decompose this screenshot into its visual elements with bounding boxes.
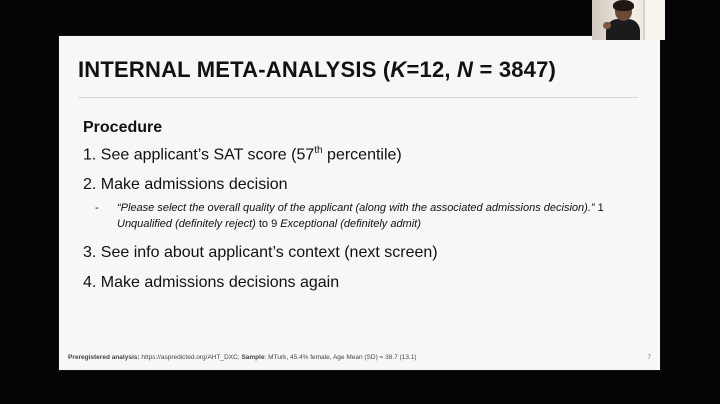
step-2-detail <box>95 200 637 232</box>
detail-scale-low-label: Unqualified (definitely reject) <box>117 218 256 231</box>
title-prefix: INTERNAL META-ANALYSIS ( <box>78 57 391 82</box>
step-1-post: percentile) <box>322 146 402 164</box>
step-1-pre: 1. See applicant’s SAT score (57 <box>83 146 315 164</box>
detail-scale-high-label: Exceptional (definitely admit) <box>280 218 421 231</box>
presenter-webcam-thumbnail[interactable] <box>592 0 665 40</box>
step-1-superscript: th <box>314 145 323 156</box>
presenter-hand <box>603 22 611 29</box>
detail-scale-low-num: 1 <box>594 202 604 215</box>
slide-footer <box>68 354 417 361</box>
title-divider <box>78 97 638 98</box>
detail-quote: “Please select the overall quality of the applicant (along with the associated admissions decision).” <box>117 202 595 215</box>
presenter-hair <box>613 0 634 11</box>
procedure-step-2: 2. Make admissions decision <box>83 176 288 194</box>
procedure-step-1 <box>83 145 651 164</box>
slide-page-number: 7 <box>647 354 651 361</box>
slide-body <box>83 119 651 304</box>
title-k-value: =12, <box>406 57 458 82</box>
footer-prereg-label: Preregistered analysis: <box>68 354 140 361</box>
procedure-step-3: 3. See info about applicant’s context (next screen) <box>83 244 438 262</box>
presentation-slide <box>58 35 661 371</box>
title-k-label: K <box>390 57 407 82</box>
webcam-window-background <box>643 0 665 40</box>
procedure-heading: Procedure <box>83 119 163 136</box>
footer-sample-label: Sample <box>241 354 265 361</box>
footer-prereg-url: https://aspredicted.org/AHT_DXC; <box>139 354 242 361</box>
detail-scale-high-num: to 9 <box>255 218 281 231</box>
title-n-label: N <box>457 57 474 82</box>
title-n-value: = 3847) <box>473 57 557 82</box>
presenter-body <box>606 19 640 40</box>
slide-title <box>78 57 641 83</box>
footer-sample-text: : MTurk, 45.4% female, Age Mean (SD) = 38.7 (13.1) <box>264 354 417 361</box>
bullet-dash: - <box>95 202 99 215</box>
procedure-step-4: 4. Make admissions decisions again <box>83 274 340 292</box>
